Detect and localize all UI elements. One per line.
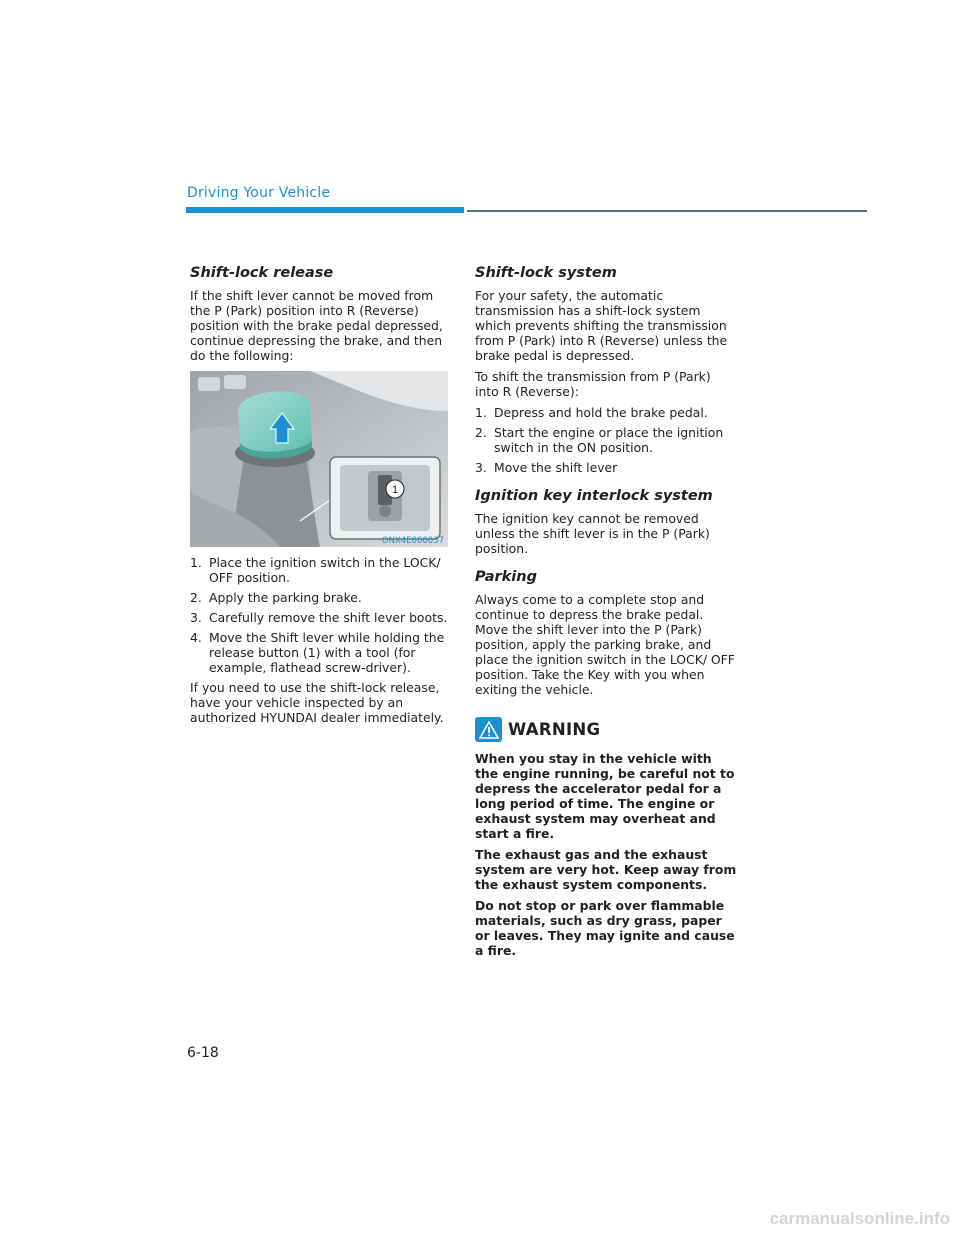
list-item: 3. Move the shift lever (475, 460, 618, 475)
shift-lock-release-closing: If you need to use the shift-lock release, have your vehicle inspected by an authorized HYUNDAI dealer immediately. (190, 680, 444, 725)
left-column (190, 264, 455, 731)
page-number: 6-18 (187, 1045, 219, 1061)
header-accent-bar (186, 207, 464, 213)
parking-heading: Parking (475, 569, 537, 585)
shift-lock-system-p2: To shift the transmission from P (Park) into R (Reverse): (475, 369, 711, 399)
list-item: 1. Depress and hold the brake pedal. (475, 405, 708, 420)
list-item: 4. Move the Shift lever while holding the release button (1) with a tool (for example, flathead screw-driver). (190, 630, 445, 675)
interlock-p1: The ignition key cannot be removed unless the shift lever is in the P (Park) position. (475, 511, 710, 556)
right-column (475, 264, 737, 964)
svg-text:carmanualsonline.info: carmanualsonline.info (769, 1209, 950, 1228)
shift-lock-release-intro: If the shift lever cannot be moved from the P (Park) position into R (Reverse) position with the brake pedal depressed, continue depressing the brake, and then do the following: (190, 288, 443, 363)
section-title: Driving Your Vehicle (187, 185, 331, 201)
figure-callout-label: 1 (391, 484, 399, 496)
shift-lock-release-heading: Shift-lock release (190, 265, 334, 281)
header-rule (467, 210, 867, 212)
shift-lock-system-p1: For your safety, the automatic transmission has a shift-lock system which prevents shifting the transmission from P (Park) into R (Reverse) unless the brake pedal is depressed. (475, 288, 728, 363)
warning-header (475, 717, 737, 742)
warning-title: WARNING (508, 720, 601, 739)
shift-lever-figure (190, 371, 448, 547)
list-item: 2. Start the engine or place the ignition switch in the ON position. (475, 425, 724, 455)
warning-p2: The exhaust gas and the exhaust system are very hot. Keep away from the exhaust system components. (475, 847, 737, 892)
figure-code: ONX4E060037 (381, 536, 444, 546)
warning-triangle-icon (475, 717, 502, 742)
list-item: 2. Apply the parking brake. (190, 590, 362, 605)
interlock-heading: Ignition key interlock system (475, 488, 713, 504)
watermark-logo (710, 1206, 950, 1230)
shift-lock-release-steps (190, 555, 455, 675)
list-item: 1. Place the ignition switch in the LOCK/ OFF position. (190, 555, 441, 585)
warning-p1: When you stay in the vehicle with the engine running, be careful not to depress the accelerator pedal for a long period of time. The engine or exhaust system may overheat and start a fire. (475, 751, 735, 841)
warning-p3: Do not stop or park over flammable materials, such as dry grass, paper or leaves. They may ignite and cause a fire. (475, 898, 735, 958)
parking-p1: Always come to a complete stop and continue to depress the brake pedal. Move the shift lever into the P (Park) position, apply the parking brake, and place the ignition switch in the LOCK/ OFF position. Take the Key with you when exiting the vehicle. (475, 592, 735, 697)
list-item: 3. Carefully remove the shift lever boots. (190, 610, 448, 625)
shift-lever-illustration (190, 371, 448, 547)
shift-lock-system-steps (475, 405, 737, 475)
shift-lock-system-heading: Shift-lock system (475, 265, 617, 281)
